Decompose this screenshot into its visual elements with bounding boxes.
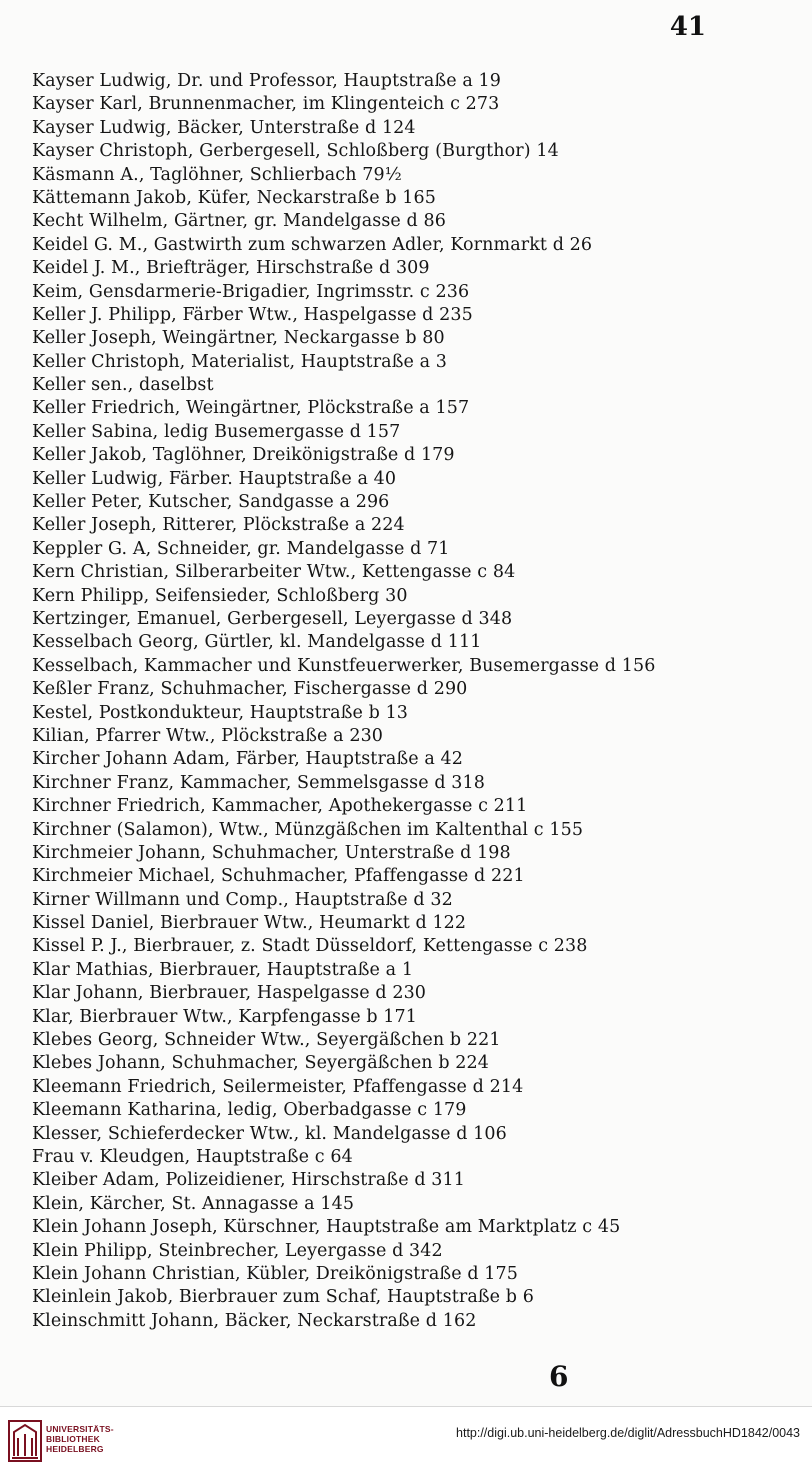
directory-entry: Keppler G. A, Schneider, gr. Mandelgasse d 71 <box>32 538 450 559</box>
library-name <box>46 1424 156 1454</box>
directory-entry: Keller Ludwig, Färber. Hauptstraße a 40 <box>32 468 397 489</box>
directory-entry: Kleemann Katharina, ledig, Oberbadgasse c 179 <box>32 1100 467 1121</box>
directory-entry: Keidel J. M., Briefträger, Hirschstraße d 309 <box>32 258 430 279</box>
directory-entry: Kesselbach Georg, Gürtler, kl. Mandelgasse d 111 <box>32 632 482 653</box>
directory-entry: Klein Johann Joseph, Kürschner, Hauptstraße am Marktplatz c 45 <box>32 1217 621 1238</box>
directory-entry: Kirchmeier Johann, Schuhmacher, Unterstraße d 198 <box>32 842 511 863</box>
directory-entry: Kirchner Franz, Kammacher, Semmelsgasse d 318 <box>32 772 485 793</box>
directory-entry: Kissel P. J., Bierbrauer, z. Stadt Düsseldorf, Kettengasse c 238 <box>32 936 588 957</box>
directory-entry: Keim, Gensdarmerie-Brigadier, Ingrimsstr. c 236 <box>32 281 470 302</box>
directory-entry: Kircher Johann Adam, Färber, Hauptstraße a 42 <box>32 749 464 770</box>
directory-entry: Kayser Christoph, Gerbergesell, Schloßberg (Burgthor) 14 <box>32 141 559 162</box>
directory-entry: Kestel, Postkondukteur, Hauptstraße b 13 <box>32 702 409 723</box>
directory-entry: Keller Christoph, Materialist, Hauptstraße a 3 <box>32 351 448 372</box>
footer-bar <box>0 1406 812 1474</box>
directory-entry: Keller Friedrich, Weingärtner, Plöckstraße a 157 <box>32 398 470 419</box>
directory-entry: Keßler Franz, Schuhmacher, Fischergasse d 290 <box>32 679 468 700</box>
directory-entry: Käsmann A., Taglöhner, Schlierbach 79½ <box>32 164 402 185</box>
directory-entry: Keller Sabina, ledig Busemergasse d 157 <box>32 421 401 442</box>
library-name-line-1: UNIVERSITÄTS- <box>46 1424 114 1434</box>
directory-entry: Frau v. Kleudgen, Hauptstraße c 64 <box>32 1146 353 1167</box>
directory-entry: Keller Peter, Kutscher, Sandgasse a 296 <box>32 492 390 513</box>
directory-entry: Klein Philipp, Steinbrecher, Leyergasse d 342 <box>32 1240 443 1261</box>
directory-entry: Keller J. Philipp, Färber Wtw., Haspelgasse d 235 <box>32 304 473 325</box>
directory-entry: Kern Philipp, Seifensieder, Schloßberg 30 <box>32 585 408 606</box>
directory-entry: Klar, Bierbrauer Wtw., Karpfengasse b 171 <box>32 1006 417 1027</box>
directory-entry: Kecht Wilhelm, Gärtner, gr. Mandelgasse d 86 <box>32 211 446 232</box>
directory-entry: Klar Mathias, Bierbrauer, Hauptstraße a 1 <box>32 959 414 980</box>
directory-entry: Keller Joseph, Ritterer, Plöckstraße a 224 <box>32 515 405 536</box>
library-logo-icon <box>8 1420 42 1462</box>
directory-entry: Kirchner (Salamon), Wtw., Münzgäßchen im Kaltenthal c 155 <box>32 819 584 840</box>
directory-entry: Kertzinger, Emanuel, Gerbergesell, Leyergasse d 348 <box>32 608 513 629</box>
directory-entry: Keller Joseph, Weingärtner, Neckargasse b 80 <box>32 328 445 349</box>
directory-entry: Kayser Ludwig, Dr. und Professor, Hauptstraße a 19 <box>32 71 502 91</box>
source-url-link[interactable]: http://digi.ub.uni-heidelberg.de/diglit/AdressbuchHD1842/0043 <box>456 1426 800 1440</box>
directory-entry: Kayser Karl, Brunnenmacher, im Klingenteich c 273 <box>32 94 500 115</box>
directory-entry: Kleinlein Jakob, Bierbrauer zum Schaf, Hauptstraße b 6 <box>32 1287 534 1308</box>
directory-entry: Klebes Johann, Schuhmacher, Seyergäßchen b 224 <box>32 1053 489 1074</box>
signature-mark: 6 <box>549 1360 569 1393</box>
directory-entry: Kleemann Friedrich, Seilermeister, Pfaffengasse d 214 <box>32 1076 524 1097</box>
library-name-line-2: BIBLIOTHEK <box>46 1434 100 1444</box>
directory-entry: Klebes Georg, Schneider Wtw., Seyergäßchen b 221 <box>32 1030 501 1051</box>
footer-divider <box>0 1406 812 1407</box>
directory-entry: Kirchner Friedrich, Kammacher, Apothekergasse c 211 <box>32 796 528 817</box>
directory-entry: Keller Jakob, Taglöhner, Dreikönigstraße d 179 <box>32 445 455 466</box>
page-number: 41 <box>669 12 706 42</box>
directory-entry: Klein, Kärcher, St. Annagasse a 145 <box>32 1193 355 1214</box>
directory-entry: Kayser Ludwig, Bäcker, Unterstraße d 124 <box>32 117 416 138</box>
directory-entries <box>32 70 792 1333</box>
directory-entry: Kleiber Adam, Polizeidiener, Hirschstraße d 311 <box>32 1170 465 1191</box>
directory-entry: Klein Johann Christian, Kübler, Dreikönigstraße d 175 <box>32 1263 519 1284</box>
directory-entry: Kilian, Pfarrer Wtw., Plöckstraße a 230 <box>32 725 384 746</box>
directory-entry: Kleinschmitt Johann, Bäcker, Neckarstraße d 162 <box>32 1310 477 1331</box>
directory-entry: Kirner Willmann und Comp., Hauptstraße d 32 <box>32 889 453 910</box>
directory-entry: Keidel G. M., Gastwirth zum schwarzen Adler, Kornmarkt d 26 <box>32 234 593 255</box>
directory-entry: Kern Christian, Silberarbeiter Wtw., Kettengasse c 84 <box>32 562 516 583</box>
directory-entry: Kissel Daniel, Bierbrauer Wtw., Heumarkt d 122 <box>32 913 467 934</box>
library-name-line-3: HEIDELBERG <box>46 1444 104 1454</box>
directory-entry: Kirchmeier Michael, Schuhmacher, Pfaffengasse d 221 <box>32 866 525 887</box>
directory-entry: Klesser, Schieferdecker Wtw., kl. Mandelgasse d 106 <box>32 1123 507 1144</box>
directory-entry: Kättemann Jakob, Küfer, Neckarstraße b 165 <box>32 187 436 208</box>
directory-entry: Klar Johann, Bierbrauer, Haspelgasse d 230 <box>32 983 427 1004</box>
directory-entry: Keller sen., daselbst <box>32 375 214 396</box>
directory-entry: Kesselbach, Kammacher und Kunstfeuerwerker, Busemergasse d 156 <box>32 655 656 676</box>
library-logo[interactable] <box>8 1420 158 1466</box>
